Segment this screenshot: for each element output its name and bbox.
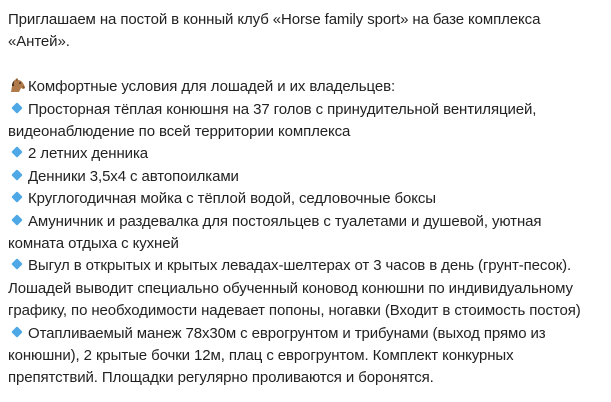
list-item xyxy=(8,255,605,277)
paragraph-spacer xyxy=(8,54,605,76)
small-blue-diamond-icon xyxy=(11,192,22,203)
list-item xyxy=(8,166,605,188)
list-item xyxy=(8,211,605,233)
small-blue-diamond-icon xyxy=(11,259,22,270)
horse-face-icon xyxy=(8,77,26,93)
list-item xyxy=(8,143,605,165)
list-item-continuation: конюшни), 2 крытые бочки 12м, плац с еврогрунтом. Комплект конкурных xyxy=(8,347,514,365)
list-item xyxy=(8,323,605,345)
list-item-continuation: комната отдыха с кухней xyxy=(8,235,179,253)
list-item-text: 2 летних денника xyxy=(28,145,148,163)
features-heading-text: Комфортные условия для лошадей и их владельцев: xyxy=(28,78,396,96)
features-heading xyxy=(8,76,605,98)
list-item xyxy=(8,188,605,210)
list-item-continuation: Лошадей выводит специально обученный коновод конюшни по индивидуальному xyxy=(8,279,573,297)
list-item xyxy=(8,99,605,121)
small-blue-diamond-icon xyxy=(11,214,22,225)
list-item-continuation: препятствий. Площадки регулярно проливаются и боронятся. xyxy=(8,369,434,387)
list-item-text: Выгул в открытых и крытых левадах-шелтерах от 3 часов в день (грунт-песок). xyxy=(28,257,572,275)
list-item-text: Отапливаемый манеж 78х30м с еврогрунтом и трибунами (выход прямо из xyxy=(28,324,546,342)
small-blue-diamond-icon xyxy=(11,326,22,337)
list-item-continuation: видеонаблюдение по всей территории комплекса xyxy=(8,123,351,141)
list-item-text: Просторная тёплая конюшня на 37 голов с принудительной вентиляцией, xyxy=(28,100,537,118)
list-item-text: Амуничник и раздевалка для постояльцев с туалетами и душевой, уютная xyxy=(28,212,542,230)
list-item-text: Круглогодичная мойка с тёплой водой, седловочные боксы xyxy=(28,190,436,208)
intro-line: Приглашаем на постой в конный клуб «Horse family sport» на базе комплекса xyxy=(8,11,541,28)
small-blue-diamond-icon xyxy=(11,147,22,158)
list-item-text: Денники 3,5х4 с автопоилками xyxy=(28,167,239,185)
small-blue-diamond-icon xyxy=(11,169,22,180)
intro-line: «Антей». xyxy=(8,33,70,51)
small-blue-diamond-icon xyxy=(11,102,22,113)
list-item-continuation: графику, по необходимости надевает попоны, ногавки (Входит в стоимость постоя) xyxy=(8,302,581,320)
